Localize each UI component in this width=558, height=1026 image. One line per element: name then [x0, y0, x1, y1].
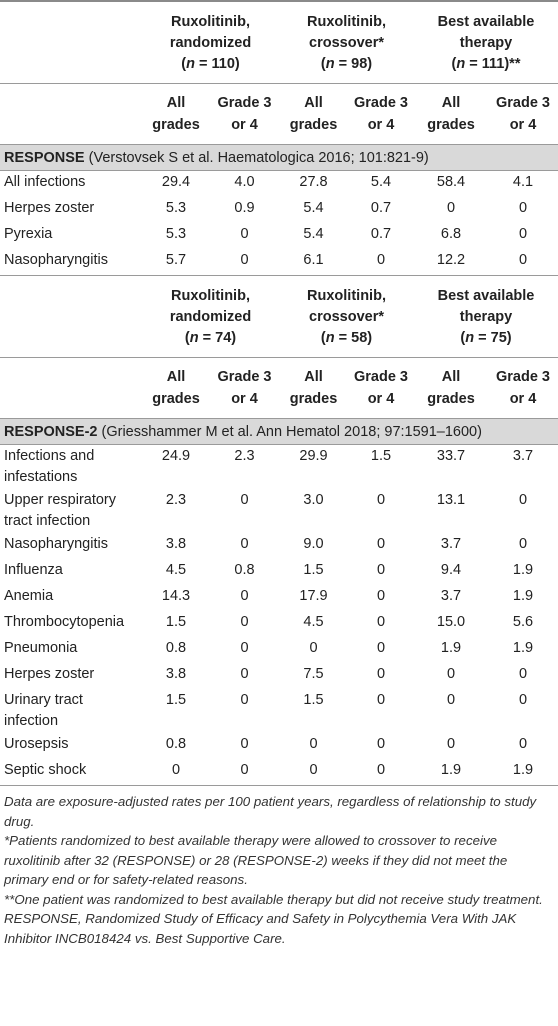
section-title: RESPONSE-2	[4, 424, 98, 440]
value-cell: 5.6	[512, 614, 534, 630]
group-n: (n = 74)	[184, 330, 237, 346]
value-cell: 7.5	[303, 666, 324, 682]
group-n-value: 110	[211, 56, 235, 72]
row-label-line1: Pyrexia	[4, 226, 53, 242]
value-cell: 0.7	[370, 226, 392, 242]
table-row	[0, 533, 558, 559]
value-cell: 0.9	[234, 200, 255, 216]
value-cell: 0	[376, 588, 386, 604]
footnote: Data are exposure-adjusted rates per 100 patient years, regardless of relationship to study drug.	[4, 794, 537, 829]
table-row	[0, 197, 558, 223]
value-cell: 0	[518, 736, 528, 752]
value-cell: 0	[240, 226, 249, 242]
table-row	[0, 489, 558, 533]
value-cell: 1.5	[165, 692, 187, 708]
col-all-grades	[279, 366, 348, 410]
value-cell: 0	[518, 666, 528, 682]
sub-line1: All	[166, 369, 186, 385]
value-cell: 2.3	[234, 448, 255, 464]
row-label-line1: Infections and	[4, 448, 95, 464]
sub-line2: or 4	[509, 391, 537, 407]
row-label-line1: Urosepsis	[4, 736, 69, 752]
value-cell: 0	[376, 562, 386, 578]
value-cell: 0	[518, 200, 528, 216]
table-row	[0, 249, 558, 275]
value-cell: 1.9	[512, 640, 534, 656]
value-cell: 0.8	[234, 562, 255, 578]
group-header-best-available	[414, 276, 558, 357]
block2-group-header	[0, 276, 558, 357]
col-all-grades	[142, 366, 210, 410]
block2-rows	[0, 445, 558, 785]
value-cell: 1.9	[512, 562, 534, 578]
value-cell: 5.3	[165, 226, 187, 242]
group-n-value: 58)	[351, 330, 373, 346]
row-label	[0, 533, 142, 559]
value-cell: 1.9	[440, 762, 462, 778]
row-label-line1: Thrombocytopenia	[4, 614, 125, 630]
value-cell: 1.5	[165, 614, 187, 630]
group-n-value: 111)**	[481, 56, 521, 72]
group-line2: crossover*	[309, 35, 384, 51]
row-label-line1: Herpes zoster	[4, 200, 95, 216]
value-cell: 0	[446, 200, 456, 216]
section-citation: (Griesshammer M et al. Ann Hematol 2018; 97:1591–1600)	[97, 424, 482, 440]
blank-corner	[0, 366, 142, 410]
group-n-value: 75)	[490, 330, 512, 346]
value-cell: 3.7	[512, 448, 534, 464]
table-row	[0, 759, 558, 785]
value-cell: 3.7	[440, 536, 462, 552]
group-line1: Ruxolitinib,	[307, 14, 386, 30]
value-cell: 1.5	[370, 448, 392, 464]
table-row	[0, 585, 558, 611]
col-grade-3-4	[348, 92, 414, 136]
group-line1: Best available	[437, 288, 535, 304]
value-cell: 0	[240, 252, 249, 268]
sub-line1: All	[304, 369, 323, 385]
value-cell: 0	[240, 640, 249, 656]
sub-line2: grades	[152, 391, 200, 407]
block2-subheader	[0, 358, 558, 418]
sub-line1: Grade 3	[354, 369, 408, 385]
value-cell: 58.4	[436, 174, 466, 190]
table-row	[0, 733, 558, 759]
row-label	[0, 559, 142, 585]
row-label	[0, 445, 142, 489]
value-cell: 0	[376, 252, 386, 268]
row-label-line1: All infections	[4, 174, 86, 190]
value-cell: 0	[376, 640, 386, 656]
value-cell: 13.1	[436, 492, 466, 508]
value-cell: 4.0	[234, 174, 255, 190]
value-cell: 0	[518, 536, 528, 552]
value-cell: 0.7	[370, 200, 392, 216]
value-cell: 0	[240, 588, 249, 604]
col-grade-3-4	[488, 366, 558, 410]
value-cell: 6.8	[440, 226, 462, 242]
value-cell: 1.9	[512, 588, 534, 604]
row-label	[0, 611, 142, 637]
value-cell: 0	[518, 226, 528, 242]
value-cell: 3.7	[440, 588, 462, 604]
value-cell: 2.3	[165, 492, 187, 508]
section-citation: (Verstovsek S et al. Haematologica 2016; 101:821-9)	[84, 150, 429, 166]
col-all-grades	[142, 92, 210, 136]
row-label-line2: infestations	[4, 469, 78, 485]
group-header-rux-crossover	[279, 2, 414, 83]
row-label	[0, 663, 142, 689]
sub-line2: grades	[289, 391, 338, 407]
row-label-line1: Nasopharyngitis	[4, 536, 108, 552]
footnote: **One patient was randomized to best available therapy but did not receive study treatment.	[4, 891, 543, 907]
section-header-response	[0, 144, 558, 171]
value-cell: 6.1	[303, 252, 324, 268]
value-cell: 5.4	[303, 226, 324, 242]
value-cell: 0	[376, 614, 386, 630]
value-cell: 0	[376, 666, 386, 682]
value-cell: 3.8	[165, 536, 187, 552]
blank-corner	[0, 276, 142, 357]
table-row	[0, 689, 558, 733]
sub-line1: Grade 3	[496, 95, 550, 111]
row-label-line2: tract infection	[4, 513, 91, 529]
group-header-rux-randomized	[142, 2, 279, 83]
row-label	[0, 689, 142, 733]
sub-line1: Grade 3	[217, 95, 272, 111]
group-n-value: 98	[351, 56, 368, 72]
sub-line2: grades	[289, 117, 338, 133]
row-label-line1: Nasopharyngitis	[4, 252, 108, 268]
row-label	[0, 733, 142, 759]
table-row	[0, 223, 558, 249]
sub-line1: Grade 3	[496, 369, 550, 385]
value-cell: 4.1	[512, 174, 534, 190]
value-cell: 0	[240, 536, 249, 552]
row-label	[0, 759, 142, 785]
col-all-grades	[414, 92, 488, 136]
value-cell: 0	[376, 736, 386, 752]
table-row	[0, 611, 558, 637]
sub-line1: All	[304, 95, 323, 111]
sub-line1: All	[441, 95, 461, 111]
value-cell: 0	[446, 666, 456, 682]
block1-rows	[0, 171, 558, 275]
value-cell: 17.9	[299, 588, 328, 604]
value-cell: 0	[309, 736, 318, 752]
value-cell: 0.8	[165, 736, 187, 752]
value-cell: 24.9	[161, 448, 191, 464]
value-cell: 0	[518, 492, 528, 508]
row-label-line1: Upper respiratory	[4, 492, 117, 508]
sub-line1: Grade 3	[217, 369, 272, 385]
row-label	[0, 197, 142, 223]
value-cell: 33.7	[436, 448, 466, 464]
value-cell: 0	[518, 692, 528, 708]
value-cell: 4.5	[303, 614, 324, 630]
value-cell: 1.9	[440, 640, 462, 656]
blank-corner	[0, 2, 142, 83]
value-cell: 0.8	[165, 640, 187, 656]
col-all-grades	[414, 366, 488, 410]
value-cell: 0	[309, 640, 318, 656]
group-n: (n = 110)	[181, 56, 240, 72]
sub-line2: grades	[427, 117, 475, 133]
value-cell: 0	[240, 762, 249, 778]
value-cell: 29.9	[299, 448, 328, 464]
value-cell: 3.0	[303, 492, 324, 508]
group-line1: Best available	[437, 14, 535, 30]
block1-subheader	[0, 84, 558, 144]
row-label	[0, 489, 142, 533]
footnote: RESPONSE, Randomized Study of Efficacy and Safety in Polycythemia Vera With JAK Inhibitor INCB018424 vs. Best Supportive Care.	[4, 911, 517, 946]
sub-line2: or 4	[367, 391, 395, 407]
table-row	[0, 445, 558, 489]
row-label-line1: Septic shock	[4, 762, 87, 778]
value-cell: 12.2	[436, 252, 466, 268]
value-cell: 29.4	[161, 174, 191, 190]
col-grade-3-4	[210, 92, 279, 136]
sub-line1: All	[441, 369, 461, 385]
group-line2: randomized	[169, 35, 252, 51]
group-line2: therapy	[459, 309, 513, 325]
blank-corner	[0, 92, 142, 136]
row-label	[0, 585, 142, 611]
value-cell: 0	[376, 762, 386, 778]
value-cell: 0	[309, 762, 318, 778]
sub-line2: grades	[152, 117, 200, 133]
section-header-response-2	[0, 418, 558, 445]
value-cell: 0	[446, 692, 456, 708]
value-cell: 0	[518, 252, 528, 268]
value-cell: 5.4	[370, 174, 392, 190]
footnote: *Patients randomized to best available therapy were allowed to crossover to receive ruxolitinib after 32 (RESPONSE) or 28 (RESPONSE-2) weeks if they did not meet the primary end or for safety-related reasons.	[4, 833, 508, 887]
row-label	[0, 223, 142, 249]
col-grade-3-4	[210, 366, 279, 410]
group-n: (n = 58)	[320, 330, 373, 346]
value-cell: 0	[240, 492, 249, 508]
value-cell: 0	[240, 614, 249, 630]
sub-line2: or 4	[231, 391, 258, 407]
col-all-grades	[279, 92, 348, 136]
sub-line2: or 4	[231, 117, 258, 133]
group-n: (n = 98)	[320, 56, 373, 72]
value-cell: 5.3	[165, 200, 187, 216]
group-header-rux-crossover	[279, 276, 414, 357]
group-line2: crossover*	[309, 309, 384, 325]
row-label-line1: Herpes zoster	[4, 666, 95, 682]
col-grade-3-4	[348, 366, 414, 410]
sub-line1: Grade 3	[354, 95, 408, 111]
row-label	[0, 171, 142, 197]
section-title: RESPONSE	[4, 150, 85, 166]
value-cell: 3.8	[165, 666, 187, 682]
value-cell: 0	[376, 692, 386, 708]
group-line1: Ruxolitinib,	[171, 288, 250, 304]
group-line1: Ruxolitinib,	[307, 288, 386, 304]
group-n: (n = 75)	[460, 330, 512, 346]
group-header-rux-randomized	[142, 276, 279, 357]
sub-line1: All	[166, 95, 186, 111]
table-row	[0, 171, 558, 197]
group-line1: Ruxolitinib,	[171, 14, 250, 30]
value-cell: 4.5	[165, 562, 187, 578]
value-cell: 0	[240, 736, 249, 752]
table-row	[0, 637, 558, 663]
value-cell: 9.0	[303, 536, 324, 552]
row-label	[0, 637, 142, 663]
row-label-line1: Anemia	[4, 588, 54, 604]
value-cell: 0	[376, 492, 386, 508]
value-cell: 0	[171, 762, 181, 778]
value-cell: 1.5	[303, 562, 324, 578]
block1-group-header	[0, 2, 558, 83]
group-line2: randomized	[169, 309, 252, 325]
value-cell: 9.4	[440, 562, 462, 578]
row-label	[0, 249, 142, 275]
value-cell: 1.9	[512, 762, 534, 778]
group-n-value: 74)	[215, 330, 237, 346]
value-cell: 0	[240, 666, 249, 682]
table-row	[0, 559, 558, 585]
group-n: (n = 111)**	[451, 56, 521, 72]
value-cell: 0	[376, 536, 386, 552]
col-grade-3-4	[488, 92, 558, 136]
row-label-line1: Urinary tract	[4, 692, 83, 708]
table-row	[0, 663, 558, 689]
row-label-line1: Pneumonia	[4, 640, 78, 656]
sub-line2: grades	[427, 391, 475, 407]
group-header-best-available	[414, 2, 558, 83]
value-cell: 0	[446, 736, 456, 752]
value-cell: 14.3	[161, 588, 191, 604]
value-cell: 15.0	[436, 614, 466, 630]
row-label-line2: infection	[4, 713, 59, 729]
value-cell: 27.8	[299, 174, 328, 190]
sub-line2: or 4	[509, 117, 537, 133]
footnotes	[0, 786, 558, 948]
group-line2: therapy	[459, 35, 513, 51]
value-cell: 5.7	[165, 252, 187, 268]
value-cell: 0	[240, 692, 249, 708]
row-label-line1: Influenza	[4, 562, 63, 578]
value-cell: 5.4	[303, 200, 324, 216]
sub-line2: or 4	[367, 117, 395, 133]
value-cell: 1.5	[303, 692, 324, 708]
